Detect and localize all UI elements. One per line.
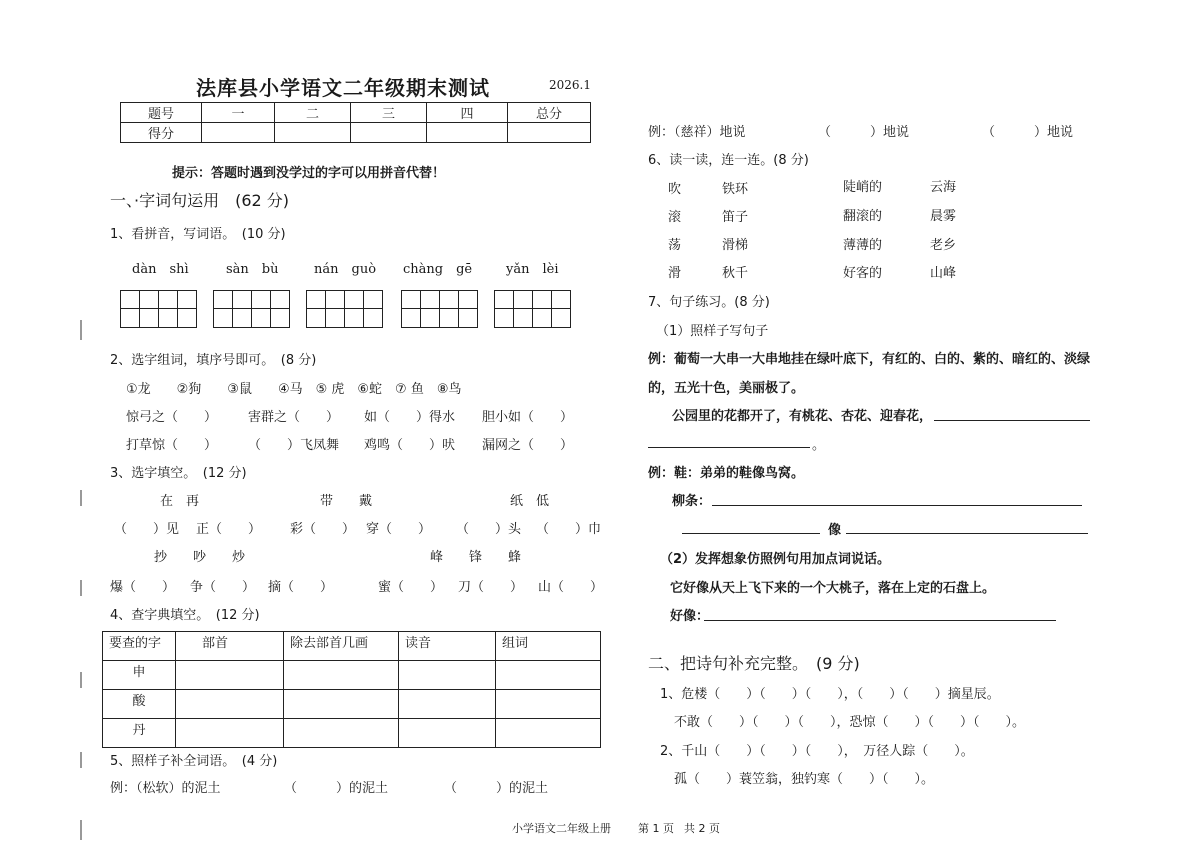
dict-cell[interactable] (399, 661, 496, 690)
dict-cell[interactable] (176, 719, 284, 748)
period: 。 (812, 438, 826, 453)
answer-line[interactable] (704, 620, 1056, 621)
footer-book: 小学语文二年级上册 (512, 822, 611, 835)
q4-title: 4、查字典填空。 (12 分) (110, 608, 260, 623)
pinyin-3: nán guò (314, 262, 377, 277)
match-item[interactable]: 铁环 (722, 182, 749, 197)
dict-cell[interactable] (284, 661, 399, 690)
q5-blank[interactable]: （ ）地说 (982, 125, 1074, 140)
match-item[interactable]: 山峰 (930, 266, 957, 281)
binding-line (80, 490, 82, 506)
fill-blank[interactable]: （ ）头 (456, 522, 522, 537)
q1-title: 1、看拼音，写词语。 (10 分) (110, 227, 286, 242)
q7-example: 例：葡萄一大串一大串地挂在绿叶底下，有红的、白的、紫的、暗红的、淡绿 (648, 352, 1091, 367)
answer-line[interactable] (712, 505, 1082, 506)
dict-cell[interactable] (399, 719, 496, 748)
dictionary-table (102, 631, 601, 748)
match-item[interactable]: 荡 (668, 238, 682, 253)
match-item[interactable]: 翻滚的 (843, 209, 883, 224)
binding-line (80, 752, 82, 768)
q7-title: 7、句子练习。(8 分) (648, 295, 770, 310)
q3-title: 3、选字填空。 (12 分) (110, 466, 247, 481)
match-item[interactable]: 滑 (668, 266, 682, 281)
answer-line[interactable] (648, 447, 810, 448)
fill-blank[interactable]: 穿（ ） (366, 522, 432, 537)
idiom-blank[interactable]: （ ）飞凤舞 (248, 438, 340, 453)
dict-cell[interactable] (399, 690, 496, 719)
q5-example: 例：（松软）的泥土 (110, 781, 221, 796)
dict-char: 丹 (103, 719, 176, 748)
answer-line[interactable] (846, 533, 1088, 534)
q7-example: 它好像从天上飞下来的一个大桃子，落在上定的石盘上。 (670, 581, 996, 596)
q5-blank[interactable]: （ ）的泥土 (444, 781, 549, 796)
fill-blank[interactable]: 摘（ ） (268, 580, 334, 595)
dict-char: 酸 (103, 690, 176, 719)
char-group: 抄 吵 炒 (154, 550, 246, 565)
fill-blank[interactable]: 爆（ ） (110, 580, 176, 595)
like-word: 像 (828, 523, 842, 538)
score-input-cell[interactable] (427, 123, 508, 143)
dict-cell[interactable] (496, 661, 601, 690)
dict-header: 部首 (176, 632, 284, 661)
score-input-cell[interactable] (351, 123, 427, 143)
dict-header: 除去部首几画 (284, 632, 399, 661)
dict-cell[interactable] (284, 690, 399, 719)
idiom-blank[interactable]: 胆小如（ ） (482, 410, 574, 425)
exam-title: 法库县小学语文二年级期末测试 (196, 76, 490, 100)
match-item[interactable]: 陡峭的 (843, 180, 883, 195)
poem-line[interactable]: 孤（ ）蓑笠翁，独钓寒（ ）（ ）。 (674, 772, 935, 787)
tip-text: 提示：答题时遇到没学过的字可以用拼音代替！ (172, 166, 446, 181)
match-item[interactable]: 滑梯 (722, 238, 749, 253)
pinyin-2: sàn bù (226, 262, 279, 277)
match-item[interactable]: 吹 (668, 182, 682, 197)
dict-header: 组词 (496, 632, 601, 661)
fill-blank[interactable]: 山（ ） (538, 580, 604, 595)
score-table (120, 102, 591, 143)
idiom-blank[interactable]: 鸡鸣（ ）吠 (364, 438, 456, 453)
poem-line[interactable]: 2、千山（ ）（ ）（ ）， 万径人踪（ ）。 (660, 744, 974, 759)
q7-sub1: （1）照样子写句子 (656, 324, 769, 339)
writing-grid[interactable] (494, 290, 571, 328)
match-item[interactable]: 薄薄的 (843, 238, 883, 253)
q5-blank[interactable]: （ ）的泥土 (284, 781, 389, 796)
score-label-cell: 得分 (121, 123, 202, 143)
score-input-cell[interactable] (508, 123, 591, 143)
q7-example: 的，五光十色，美丽极了。 (648, 381, 805, 396)
q5-title: 5、照样子补全词语。 (4 分) (110, 754, 278, 769)
fill-blank[interactable]: 争（ ） (190, 580, 256, 595)
q7-prompt: 柳条： (672, 494, 712, 509)
pinyin-4: chàng gē (403, 262, 473, 277)
binding-line (80, 320, 82, 340)
pinyin-1: dàn shì (132, 262, 189, 277)
fill-blank[interactable]: 刀（ ） (458, 580, 524, 595)
fill-blank[interactable]: 正（ ） (196, 522, 262, 537)
q2-title: 2、选字组词，填序号即可。 (8 分) (110, 353, 317, 368)
dict-cell[interactable] (496, 719, 601, 748)
score-input-cell[interactable] (202, 123, 275, 143)
score-header-cell: 一 (202, 103, 275, 123)
score-input-cell[interactable] (275, 123, 351, 143)
binding-line (80, 672, 82, 688)
writing-grid[interactable] (401, 290, 478, 328)
char-group: 在 再 (160, 494, 200, 509)
q2-options: ①龙 ②狗 ③鼠 ④马 ⑤ 虎 ⑥蛇 ⑦ 鱼 ⑧鸟 (126, 382, 462, 397)
score-header-cell: 题号 (121, 103, 202, 123)
match-item[interactable]: 云海 (930, 180, 957, 195)
writing-grid[interactable] (306, 290, 383, 328)
idiom-blank[interactable]: 漏网之（ ） (482, 438, 574, 453)
char-group: 纸 低 (510, 494, 550, 509)
dict-char: 申 (103, 661, 176, 690)
writing-grid[interactable] (213, 290, 290, 328)
char-group: 带 戴 (320, 494, 373, 509)
writing-grid[interactable] (120, 290, 197, 328)
char-group: 峰 锋 蜂 (430, 550, 522, 565)
match-item[interactable]: 秋千 (722, 266, 749, 281)
fill-blank[interactable]: 蜜（ ） (378, 580, 444, 595)
poem-line[interactable]: 1、危楼（ ）（ ）（ ），（ ）（ ）摘星辰。 (660, 687, 1000, 702)
match-item[interactable]: 晨雾 (930, 209, 957, 224)
footer-total: 共 2 页 (684, 822, 720, 835)
idiom-blank[interactable]: 惊弓之（ ） (126, 410, 218, 425)
binding-line (80, 820, 82, 840)
footer-page: 第 1 页 (638, 822, 674, 835)
q5-example: 例：（慈祥）地说 (648, 125, 746, 140)
match-item[interactable]: 笛子 (722, 210, 749, 225)
idiom-blank[interactable]: 害群之（ ） (248, 410, 340, 425)
dict-header: 读音 (399, 632, 496, 661)
idiom-blank[interactable]: 如（ ）得水 (364, 410, 456, 425)
exam-date: 2026.1 (549, 78, 591, 92)
q7-sub2: （2）发挥想象仿照例句用加点词说话。 (660, 552, 891, 567)
match-item[interactable]: 老乡 (930, 238, 957, 253)
dict-cell[interactable] (176, 661, 284, 690)
dict-header: 要查的字 (103, 632, 176, 661)
q6-title: 6、读一读，连一连。(8 分) (648, 153, 809, 168)
score-header-cell: 二 (275, 103, 351, 123)
idiom-blank[interactable]: 打草惊（ ） (126, 438, 218, 453)
score-header-cell: 四 (427, 103, 508, 123)
answer-line[interactable] (934, 420, 1090, 421)
fill-blank[interactable]: （ ）巾 (536, 522, 602, 537)
match-item[interactable]: 滚 (668, 210, 682, 225)
q7-prompt: 公园里的花都开了，有桃花、杏花、迎春花， (672, 409, 933, 424)
answer-line[interactable] (682, 533, 820, 534)
dict-cell[interactable] (176, 690, 284, 719)
binding-line (80, 580, 82, 596)
match-item[interactable]: 好客的 (843, 266, 883, 281)
score-header-cell: 三 (351, 103, 427, 123)
q7-example: 例：鞋：弟弟的鞋像鸟窝。 (648, 466, 805, 481)
dict-cell[interactable] (496, 690, 601, 719)
part1-heading: 一、·字词句运用 (62 分) (110, 191, 290, 210)
fill-blank[interactable]: 彩（ ） (290, 522, 356, 537)
pinyin-5: yǎn lèi (506, 262, 559, 277)
part2-heading: 二、把诗句补充完整。 (9 分) (648, 654, 860, 673)
fill-blank[interactable]: （ ）见 (114, 522, 180, 537)
dict-cell[interactable] (284, 719, 399, 748)
q7-prompt: 好像： (670, 609, 710, 624)
score-header-cell: 总分 (508, 103, 591, 123)
poem-line[interactable]: 不敢（ ）（ ）（ ），恐惊（ ）（ ）（ ）。 (674, 715, 1026, 730)
q5-blank[interactable]: （ ）地说 (818, 125, 910, 140)
